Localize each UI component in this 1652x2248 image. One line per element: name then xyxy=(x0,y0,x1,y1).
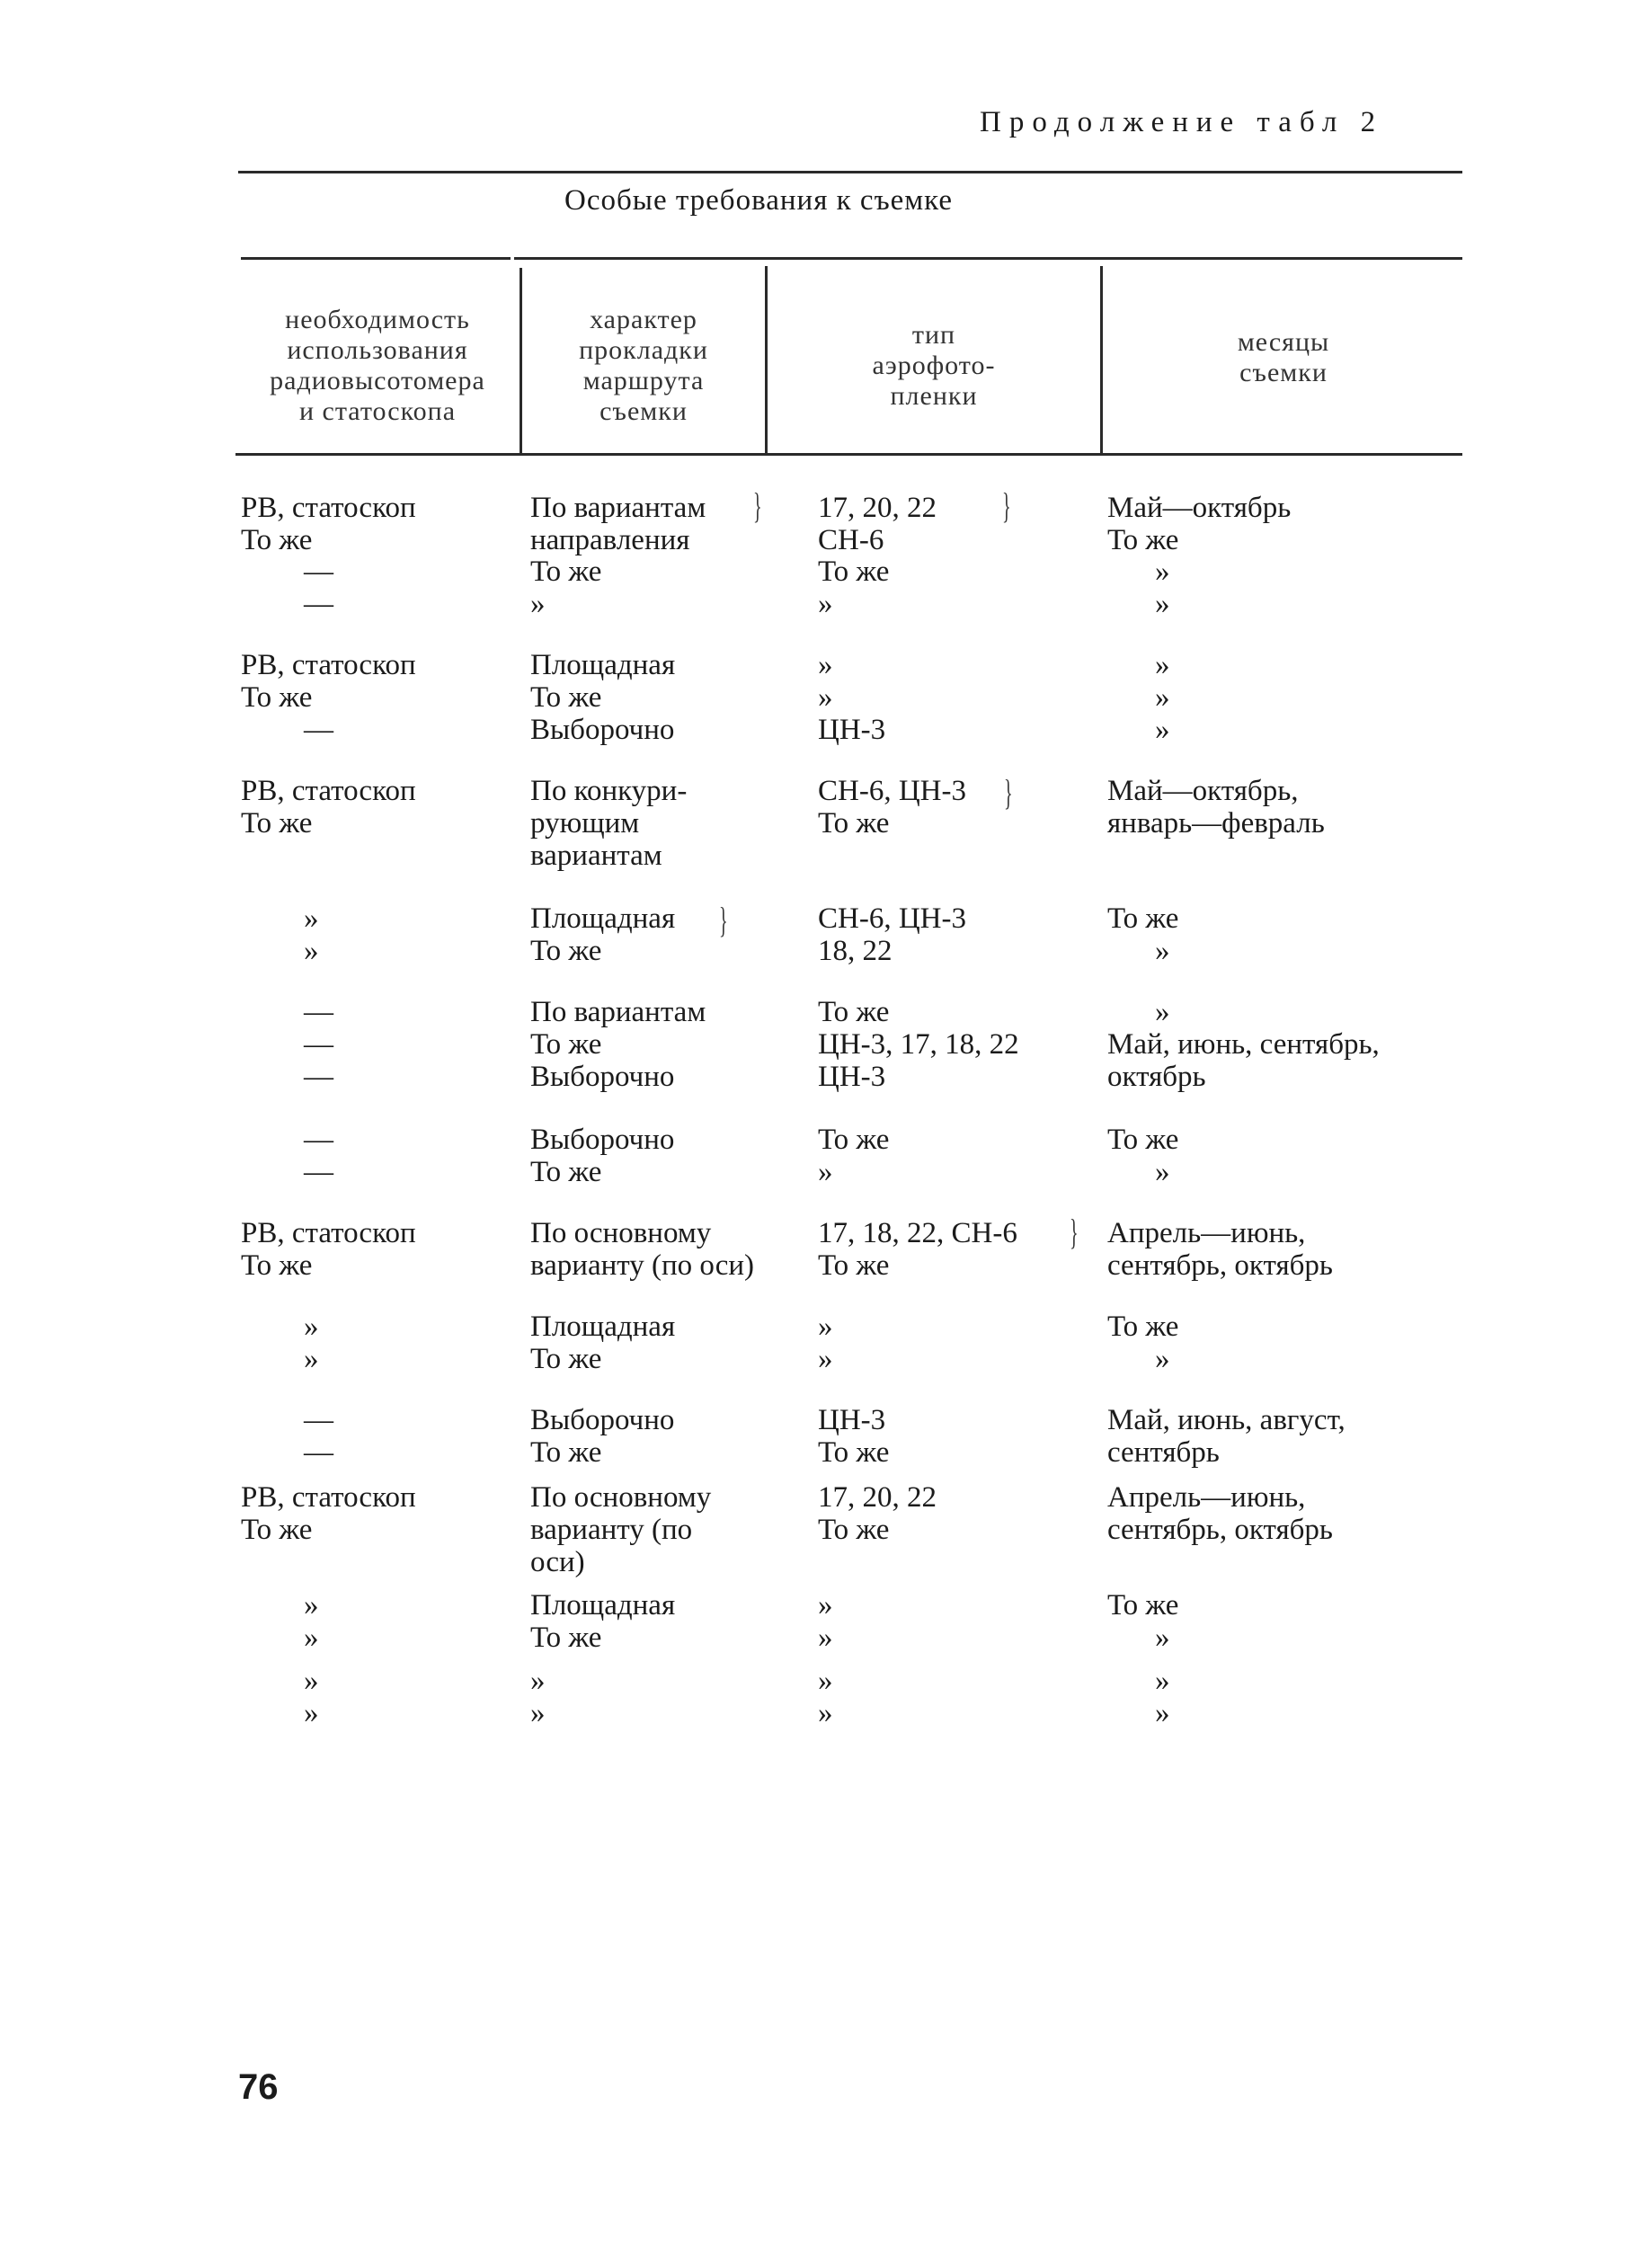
header-bottom-rule xyxy=(235,453,1462,456)
route-cell: вариантам xyxy=(530,840,662,872)
film-cell: То же xyxy=(818,996,890,1028)
route-cell: По вариантам xyxy=(530,492,706,524)
film-cell: ЦН-3 xyxy=(818,714,886,746)
route-cell: По конкури- xyxy=(530,775,688,807)
film-cell: ЦН-3 xyxy=(818,1404,886,1436)
altimeter-cell: То же xyxy=(241,1249,313,1282)
altimeter-cell: — xyxy=(304,1436,333,1469)
column-header-altimeter: необходимость использования радиовысотомера и статоскопа xyxy=(270,305,485,426)
film-cell: » xyxy=(818,1665,833,1697)
altimeter-cell: — xyxy=(304,714,333,746)
route-cell: То же xyxy=(530,1343,602,1375)
page-number: 76 xyxy=(238,2067,279,2107)
route-cell: Площадная xyxy=(530,902,676,935)
altimeter-cell: — xyxy=(304,588,333,620)
brace-2: } xyxy=(1004,772,1013,813)
months-cell: » xyxy=(1155,588,1170,620)
header-divider-2 xyxy=(765,266,768,455)
altimeter-cell: РВ, статоскоп xyxy=(241,775,416,807)
altimeter-cell: То же xyxy=(241,1514,313,1546)
route-cell: оси) xyxy=(530,1546,585,1578)
header-divider-1 xyxy=(520,268,522,455)
altimeter-cell: » xyxy=(304,1665,319,1697)
route-cell: варианту (по оси) xyxy=(530,1249,755,1282)
film-cell: СН-6 xyxy=(818,524,884,556)
altimeter-cell: — xyxy=(304,555,333,588)
group-title: Особые требования к съемке xyxy=(564,184,954,217)
film-cell: » xyxy=(818,1311,833,1343)
months-cell: » xyxy=(1155,1622,1170,1654)
film-cell: СН-6, ЦН-3 xyxy=(818,902,966,935)
subheader-rule-left xyxy=(241,257,511,260)
film-cell: То же xyxy=(818,1514,890,1546)
months-cell: » xyxy=(1155,649,1170,681)
months-cell: Май, июнь, сентябрь, xyxy=(1107,1028,1380,1061)
route-cell: Площадная xyxy=(530,1589,676,1622)
film-cell: То же xyxy=(818,1249,890,1282)
film-cell: 18, 22 xyxy=(818,935,893,967)
brace-1a: } xyxy=(753,485,762,526)
months-cell: » xyxy=(1155,935,1170,967)
top-rule xyxy=(238,171,1462,173)
altimeter-cell: » xyxy=(304,902,319,935)
months-cell: Апрель—июнь, xyxy=(1107,1217,1306,1249)
route-cell: По основному xyxy=(530,1481,712,1514)
route-cell: То же xyxy=(530,1156,602,1188)
route-cell: Выборочно xyxy=(530,1404,675,1436)
altimeter-cell: — xyxy=(304,1124,333,1156)
column-header-film: тип аэрофото- пленки xyxy=(872,320,996,411)
route-cell: То же xyxy=(530,935,602,967)
route-cell: По вариантам xyxy=(530,996,706,1028)
route-cell: » xyxy=(530,1697,546,1729)
altimeter-cell: — xyxy=(304,1028,333,1061)
altimeter-cell: — xyxy=(304,1404,333,1436)
film-cell: То же xyxy=(818,807,890,840)
months-cell: Апрель—июнь, xyxy=(1107,1481,1306,1514)
header-divider-3 xyxy=(1100,266,1103,455)
film-cell: 17, 18, 22, СН-6 xyxy=(818,1217,1017,1249)
route-cell: По основному xyxy=(530,1217,712,1249)
months-cell: То же xyxy=(1107,524,1179,556)
route-cell: варианту (по xyxy=(530,1514,693,1546)
route-cell: » xyxy=(530,1665,546,1697)
months-cell: январь—февраль xyxy=(1107,807,1325,840)
film-cell: » xyxy=(818,588,833,620)
altimeter-cell: — xyxy=(304,1156,333,1188)
months-cell: То же xyxy=(1107,1311,1179,1343)
brace-1b: } xyxy=(1002,485,1011,526)
months-cell: » xyxy=(1155,1665,1170,1697)
altimeter-cell: РВ, статоскоп xyxy=(241,492,416,524)
altimeter-cell: То же xyxy=(241,524,313,556)
months-cell: сентябрь, октябрь xyxy=(1107,1514,1333,1546)
brace-4: } xyxy=(1070,1212,1079,1252)
film-cell: То же xyxy=(818,555,890,588)
film-cell: » xyxy=(818,1589,833,1622)
altimeter-cell: — xyxy=(304,996,333,1028)
route-cell: То же xyxy=(530,555,602,588)
altimeter-cell: » xyxy=(304,1589,319,1622)
altimeter-cell: — xyxy=(304,1061,333,1093)
route-cell: Площадная xyxy=(530,649,676,681)
months-cell: То же xyxy=(1107,1124,1179,1156)
months-cell: » xyxy=(1155,996,1170,1028)
film-cell: » xyxy=(818,681,833,714)
months-cell: » xyxy=(1155,1156,1170,1188)
column-header-months: месяцы съемки xyxy=(1237,327,1330,387)
altimeter-cell: » xyxy=(304,1311,319,1343)
film-cell: » xyxy=(818,1156,833,1188)
months-cell: То же xyxy=(1107,902,1179,935)
months-cell: То же xyxy=(1107,1589,1179,1622)
subheader-rule-right xyxy=(514,257,1462,260)
route-cell: То же xyxy=(530,1622,602,1654)
route-cell: направления xyxy=(530,524,690,556)
film-cell: То же xyxy=(818,1124,890,1156)
altimeter-cell: » xyxy=(304,935,319,967)
route-cell: рующим xyxy=(530,807,640,840)
brace-3: } xyxy=(719,900,728,940)
months-cell: » xyxy=(1155,714,1170,746)
column-header-route: характер прокладки маршрута съемки xyxy=(579,305,708,426)
months-cell: » xyxy=(1155,555,1170,588)
altimeter-cell: РВ, статоскоп xyxy=(241,1481,416,1514)
route-cell: » xyxy=(530,588,546,620)
altimeter-cell: » xyxy=(304,1622,319,1654)
film-cell: » xyxy=(818,649,833,681)
altimeter-cell: То же xyxy=(241,807,313,840)
route-cell: Выборочно xyxy=(530,714,675,746)
film-cell: То же xyxy=(818,1436,890,1469)
months-cell: » xyxy=(1155,1343,1170,1375)
months-cell: » xyxy=(1155,1697,1170,1729)
film-cell: 17, 20, 22 xyxy=(818,492,937,524)
altimeter-cell: То же xyxy=(241,681,313,714)
film-cell: » xyxy=(818,1697,833,1729)
route-cell: То же xyxy=(530,1028,602,1061)
route-cell: Выборочно xyxy=(530,1061,675,1093)
altimeter-cell: » xyxy=(304,1343,319,1375)
route-cell: Площадная xyxy=(530,1311,676,1343)
months-cell: » xyxy=(1155,681,1170,714)
months-cell: Май—октябрь xyxy=(1107,492,1292,524)
route-cell: Выборочно xyxy=(530,1124,675,1156)
altimeter-cell: » xyxy=(304,1697,319,1729)
film-cell: СН-6, ЦН-3 xyxy=(818,775,966,807)
film-cell: 17, 20, 22 xyxy=(818,1481,937,1514)
table-caption: Продолжение табл 2 xyxy=(980,106,1384,138)
route-cell: То же xyxy=(530,681,602,714)
months-cell: Май—октябрь, xyxy=(1107,775,1299,807)
film-cell: ЦН-3 xyxy=(818,1061,886,1093)
film-cell: » xyxy=(818,1622,833,1654)
months-cell: сентябрь xyxy=(1107,1436,1220,1469)
months-cell: Май, июнь, август, xyxy=(1107,1404,1346,1436)
months-cell: сентябрь, октябрь xyxy=(1107,1249,1333,1282)
months-cell: октябрь xyxy=(1107,1061,1206,1093)
altimeter-cell: РВ, статоскоп xyxy=(241,1217,416,1249)
altimeter-cell: РВ, статоскоп xyxy=(241,649,416,681)
film-cell: » xyxy=(818,1343,833,1375)
route-cell: То же xyxy=(530,1436,602,1469)
film-cell: ЦН-3, 17, 18, 22 xyxy=(818,1028,1019,1061)
